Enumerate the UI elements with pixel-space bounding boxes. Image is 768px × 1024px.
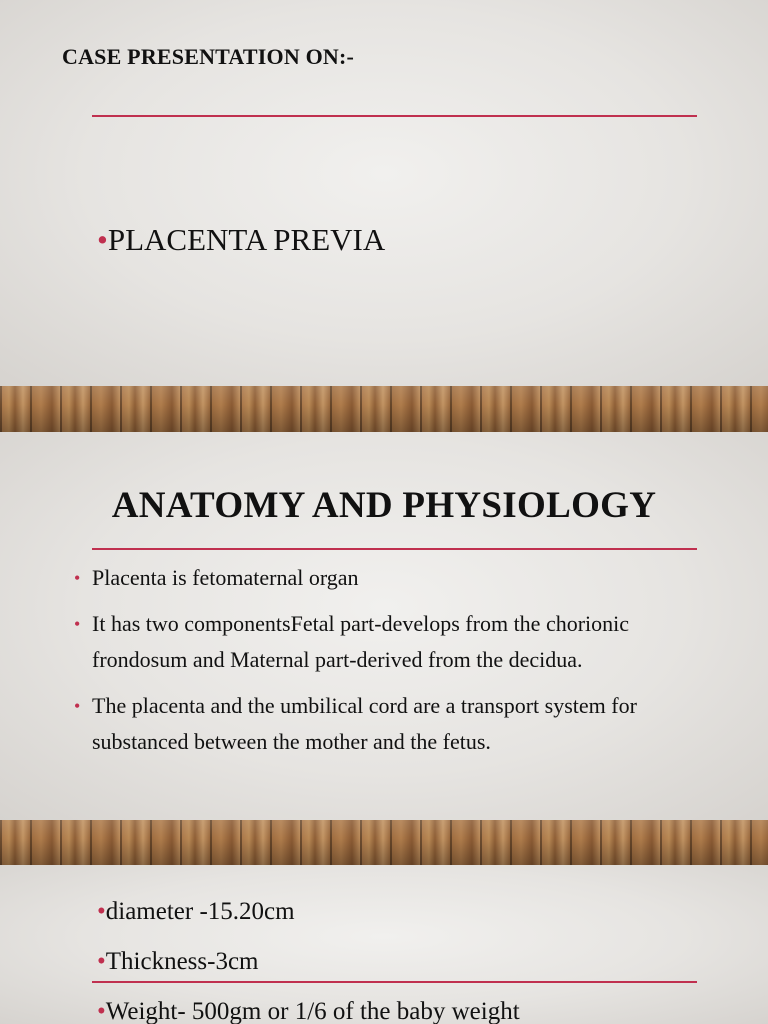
bullet-dot-icon: • [74,614,81,634]
slide-measurements [0,865,768,1024]
list-item [74,606,654,678]
topic-bullet [97,222,385,258]
topic-text: PLACENTA PREVIA [107,222,386,257]
list-item-text: It has two componentsFetal part-develops from the chorionic frondosum and Maternal part-derived from the decidua. [92,611,630,672]
wood-floor-divider [0,820,768,865]
bullet-dot-icon: • [74,568,81,588]
slide-anatomy [0,432,768,820]
bullet-dot-icon: • [97,948,106,975]
list-item [97,997,717,1024]
slide-title [0,0,768,386]
list-item-text: The placenta and the umbilical cord are a transport system for substanced between the mother and the fetus. [92,693,637,754]
case-presentation-label: CASE PRESENTATION ON:- [62,44,355,69]
list-item [97,947,717,977]
list-item-text: Weight- 500gm or 1/6 of the baby weight [105,998,520,1024]
list-item [74,688,654,760]
list-item-text: Placenta is fetomaternal organ [92,565,359,590]
list-item-text: diameter -15.20cm [105,898,295,925]
slide-heading: ANATOMY AND PHYSIOLOGY [111,485,657,526]
list-item [97,897,717,927]
list-item-text: Thickness-3cm [105,948,259,975]
list-item [74,560,654,596]
divider-line [92,115,697,117]
divider-line [92,548,697,550]
bullet-dot-icon: • [97,898,106,925]
wood-floor-divider [0,386,768,432]
bullet-dot-icon: • [97,222,108,257]
bullet-list [74,560,654,770]
bullet-dot-icon: • [97,998,106,1024]
bullet-list [97,897,717,1024]
bullet-dot-icon: • [74,696,81,716]
